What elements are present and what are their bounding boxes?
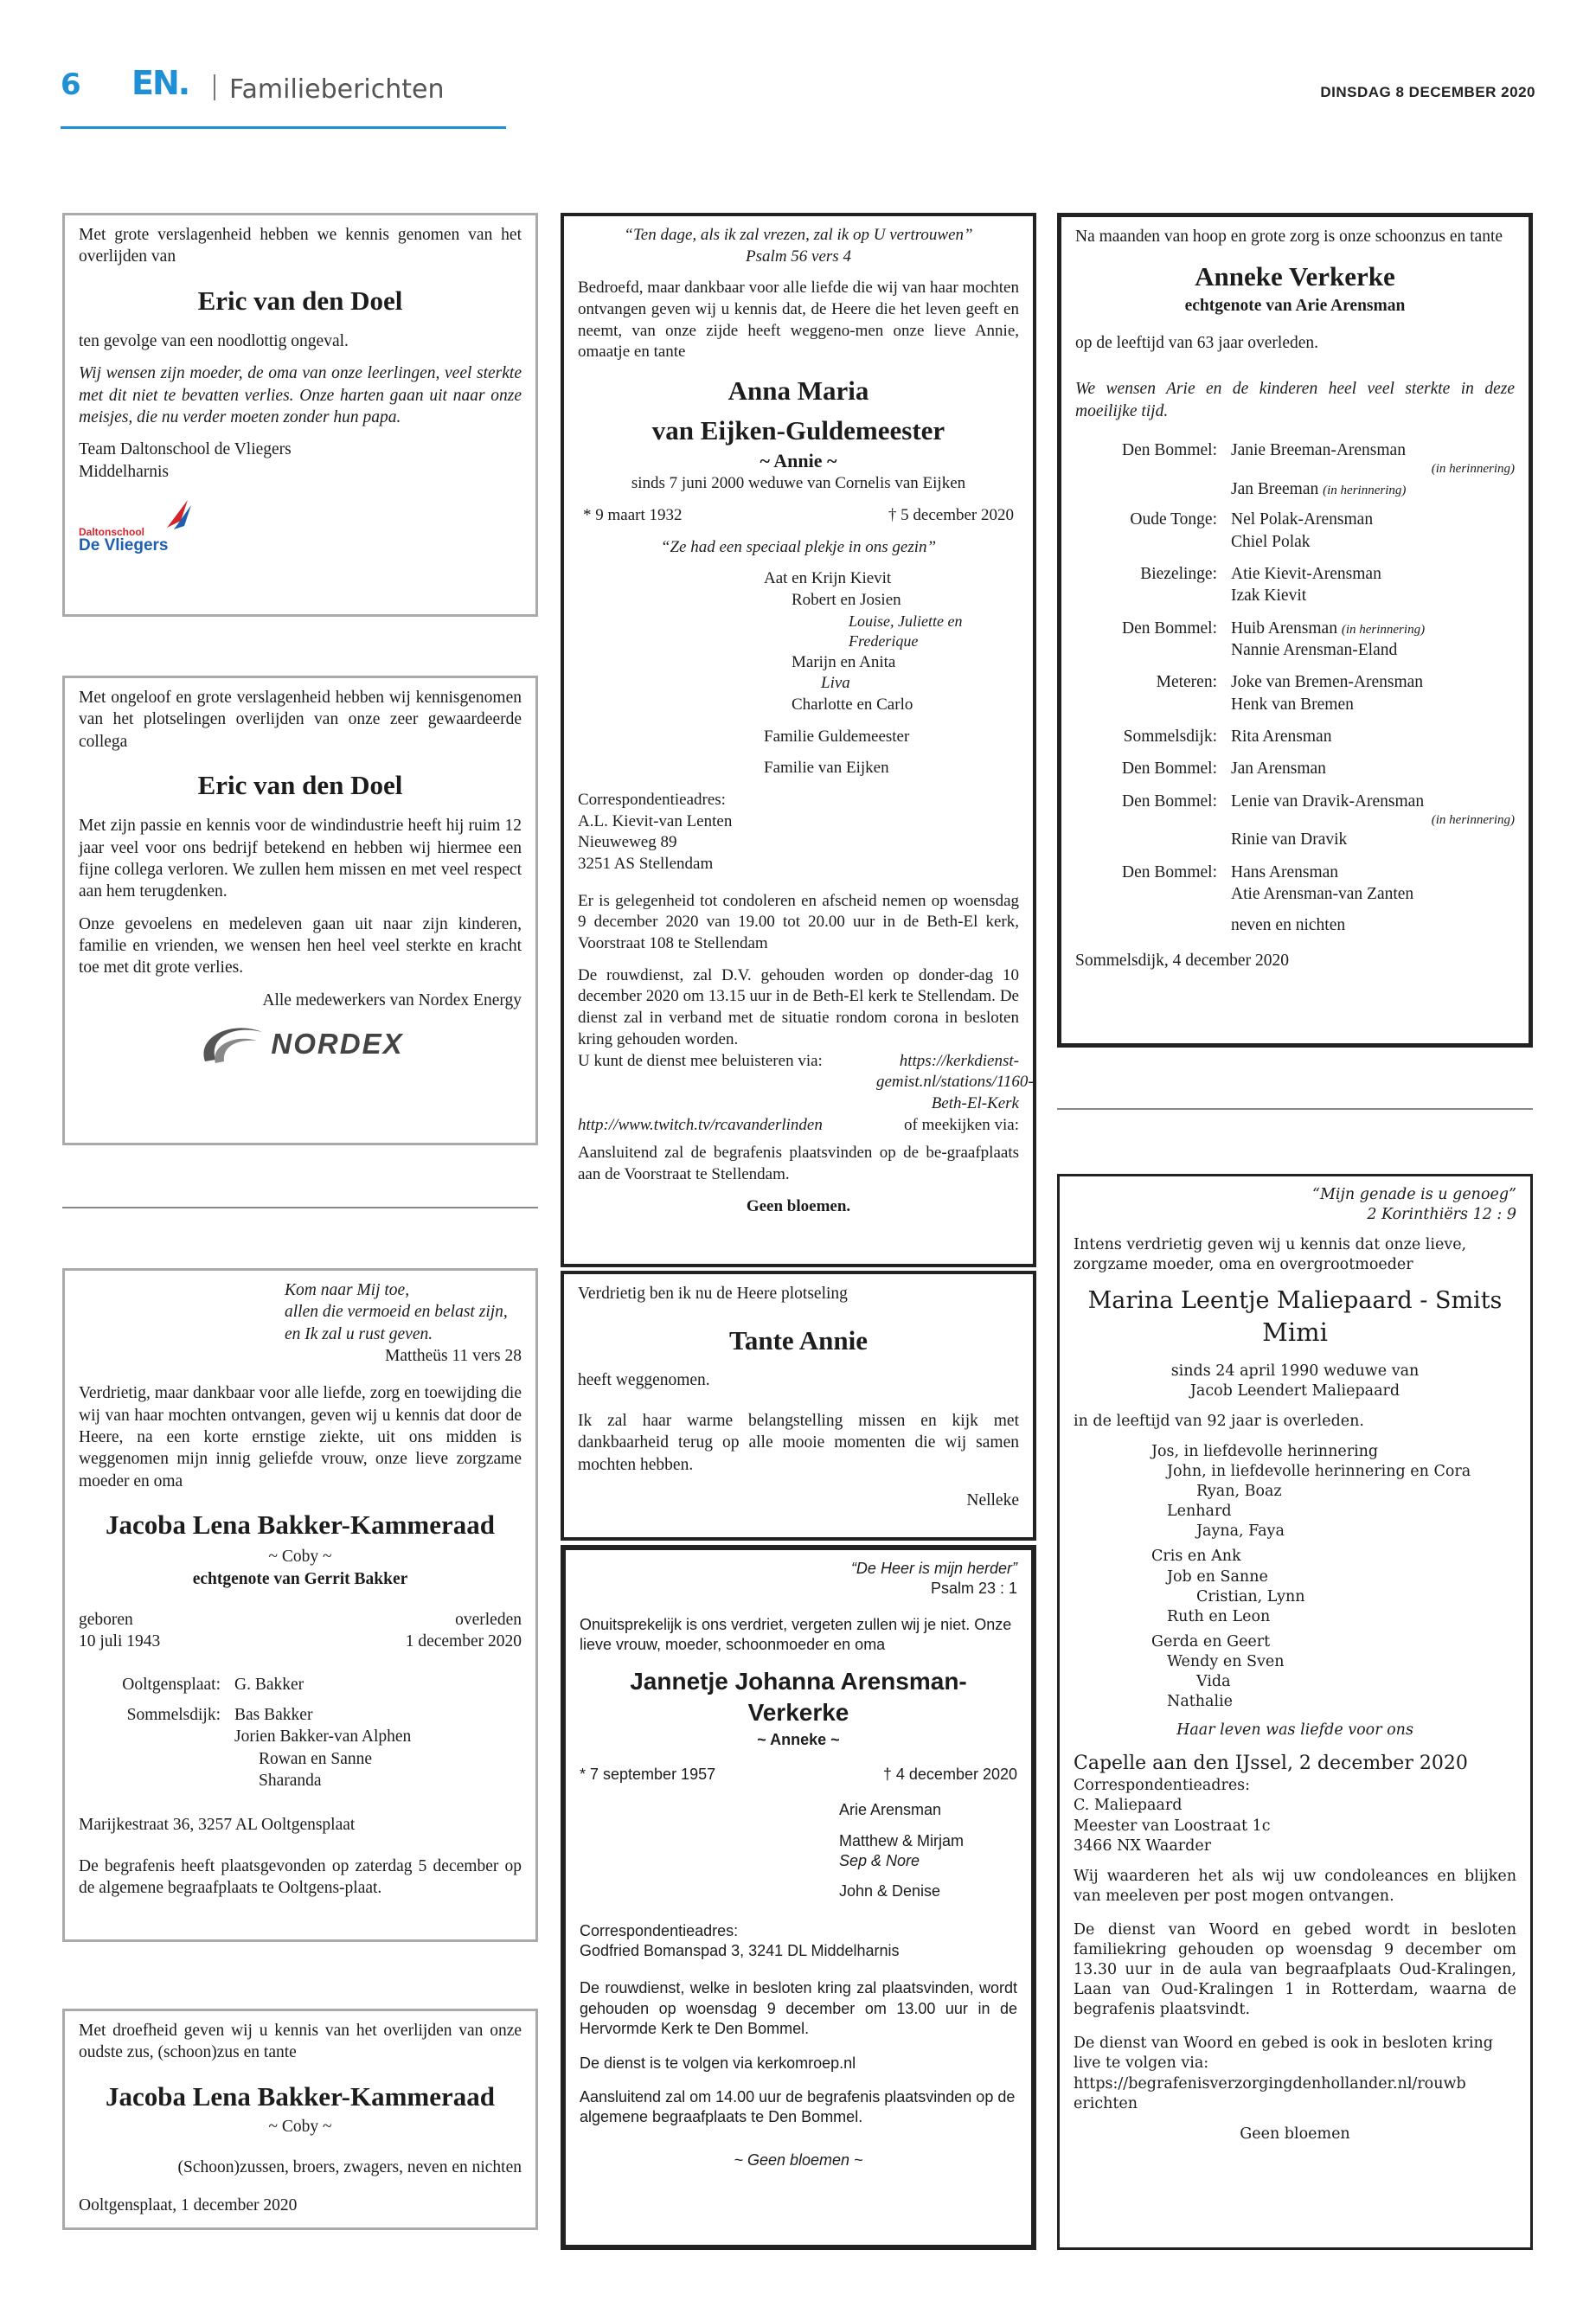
born-label: geboren <box>79 1611 133 1630</box>
verse-line: en Ik zal u rust geven. <box>285 1324 433 1343</box>
family-row <box>1075 862 1515 936</box>
sender: Alle medewerkers van Nordex Energy <box>262 990 522 1009</box>
family-name: Arie Arensman <box>839 1801 942 1819</box>
family-row <box>1075 758 1515 779</box>
intro-text: Intens verdrietig geven wij u kennis dat onze lieve, zorgzame moeder, oma en overgrootmoeder <box>1074 1236 1467 1274</box>
stream-text: De dienst is te volgen via kerkomroep.nl <box>580 2054 856 2072</box>
deceased-name: Eric van den Doel <box>197 285 403 316</box>
family-list <box>1075 439 1515 936</box>
section-title: Familieberichten <box>229 74 445 105</box>
family-name: Bas Bakker <box>234 1706 313 1725</box>
family-name: Cristian, Lynn <box>1196 1587 1305 1606</box>
motto: “Ze had een speciaal plekje in ons gezin” <box>660 537 937 556</box>
verse-block <box>580 1559 1017 2170</box>
verse-reference: Mattheüs 11 vers 28 <box>385 1347 522 1366</box>
family-name: Jorien Bakker-van Alphen <box>234 1727 412 1747</box>
born-date: * 7 september 1957 <box>580 1765 716 1783</box>
family-name: Louise, Juliette en Frederique <box>849 612 963 651</box>
verse-reference: Psalm 56 vers 4 <box>746 247 851 266</box>
obituary-daltonschool <box>62 213 538 617</box>
family-place: Biezelinge: <box>1140 564 1217 583</box>
family-list <box>1151 1442 1516 1712</box>
family-name: G. Bakker <box>234 1675 304 1694</box>
family-place: Den Bommel: <box>1122 619 1217 638</box>
no-flowers: Geen bloemen. <box>746 1196 851 1215</box>
intro-text: Na maanden van hoop en grote zorg is onze schoonzus en tante <box>1075 228 1503 246</box>
family-list <box>764 568 1019 779</box>
memorial-note: (in herinnering) <box>1431 462 1515 477</box>
condolence-text: Er is gelegenheid tot condoleren en afscheid nemen op woensdag 9 december 2020 van 19.00 tot 20.00 uur in de Beth-El kerk, Voorstraat 108 te Stellendam <box>578 891 1019 953</box>
column-rule <box>1057 1108 1533 1110</box>
died-date: 1 december 2020 <box>405 1632 522 1651</box>
address-line: A.L. Kievit-van Lenten <box>578 811 733 830</box>
family-name: Job en Sanne <box>1167 1567 1268 1586</box>
service-text: De dienst van Woord en gebed wordt in besloten familiekring gehouden op woensdag 9 december om 13.30 uur in de aula van begraafplaats Oud-Kralingen, Laan van Oud-Kralingen 1 in Rotterdam, waarna de begrafenis plaatsvindt. <box>1074 1920 1516 2019</box>
verse-line: allen die vermoeid en belast zijn, <box>285 1303 508 1322</box>
family-name: Izak Kievit <box>1231 586 1307 606</box>
brand-logo: EN. <box>131 64 189 102</box>
life-dates <box>580 1765 1017 1785</box>
family-place: Ooltgensplaat: <box>122 1675 221 1694</box>
stream-text: De dienst van Woord en gebed is ook in besloten kring live te volgen via: <box>1074 2035 1493 2073</box>
taken-text: heeft weggenomen. <box>578 1370 710 1389</box>
verse-reference: Psalm 23 : 1 <box>930 1580 1017 1598</box>
correspondence-label: Correspondentieadres: <box>1074 1777 1251 1795</box>
cause-text: ten gevolge van een noodlottig ongeval. <box>79 331 349 350</box>
widow-line: Jacob Leendert Maliepaard <box>1189 1381 1401 1400</box>
family-name: Atie Arensman-van Zanten <box>1231 885 1414 904</box>
sender: Team Daltonschool de Vliegers <box>79 440 292 459</box>
address: Marijkestraat 36, 3257 AL Ooltgensplaat <box>79 1816 356 1835</box>
issue-date: DINSDAG 8 DECEMBER 2020 <box>1320 84 1535 100</box>
nordex-wordmark: NORDEX <box>271 1027 404 1060</box>
born-date: 10 juli 1943 <box>79 1632 161 1651</box>
memorial-note: (in herinnering) <box>1341 622 1426 637</box>
funeral-text: De begrafenis heeft plaatsgevonden op zaterdag 5 december op de algemene begraafplaats te Ooltgens-plaat. <box>79 1856 522 1898</box>
family-row <box>79 1704 522 1791</box>
thanks-text: Wij waarderen het als wij uw condoleances en blijken van meeleven per post mogen ontvangen. <box>1074 1867 1516 1905</box>
intro-text: Met droefheid geven wij u kennis van het overlijden van onze oudste zus, (schoon)zus en tante <box>79 2022 522 2062</box>
family-name: Charlotte en Carlo <box>792 695 913 714</box>
family-name: John & Denise <box>839 1882 941 1900</box>
wish-text: Wij wensen zijn moeder, de oma van onze leerlingen, veel sterkte met dit niet te bevatten verlies. Onze harten gaan uit naar onze meisjes, die nu verder moeten zonder hun papa. <box>79 364 522 427</box>
family-name <box>1231 478 1515 500</box>
family-name: Aat en Krijn Kievit <box>764 569 892 588</box>
family-row <box>1075 671 1515 715</box>
deceased-name: Tante Annie <box>729 1325 868 1356</box>
correspondence-label: Correspondentieadres: <box>580 1921 739 1939</box>
logo-text-bottom: De Vliegers <box>79 536 169 555</box>
age-text: op de leeftijd van 63 jaar overleden. <box>1075 333 1319 352</box>
obituary-arensman-verkerke <box>561 1545 1036 2250</box>
family-place: Den Bommel: <box>1122 760 1217 779</box>
family-line: (Schoon)zussen, broers, zwagers, neven en nichten <box>177 2158 522 2177</box>
family-name: Rita Arensman <box>1231 727 1332 746</box>
family-name: Marijn en Anita <box>792 652 896 671</box>
obituary-bakker-siblings <box>62 2009 538 2230</box>
stream-link-2[interactable]: http://www.twitch.tv/rcavanderlinden <box>578 1115 823 1134</box>
life-dates <box>79 1609 522 1653</box>
family-place: Oude Tonge: <box>1130 510 1217 529</box>
stream-link[interactable]: https://begrafenisverzorgingdenhollander.nl/rouwberichten <box>1074 2074 1466 2112</box>
obituary-bakker-family <box>62 1268 538 1942</box>
deceased-name: Marina Leentje Maliepaard - Smits <box>1087 1287 1503 1315</box>
no-flowers: ~ Geen bloemen ~ <box>734 2150 863 2169</box>
deceased-name: Jannetje Johanna Arensman-Verkerke <box>630 1667 967 1726</box>
address-line: Meester van Loostraat 1c <box>1074 1817 1271 1835</box>
family-row <box>1075 439 1515 500</box>
deceased-name: Anna Maria <box>727 375 869 407</box>
column-rule <box>62 1207 538 1208</box>
bible-verse <box>285 1279 522 1345</box>
family-name: Lenhard <box>1167 1503 1232 1521</box>
widow-line: sinds 24 april 1990 weduwe van <box>1170 1362 1420 1380</box>
family-name: Liva <box>821 674 850 693</box>
nickname: ~ Coby ~ <box>268 2117 332 2136</box>
family-name: Matthew & Mirjam <box>839 1831 965 1849</box>
family-name: neven en nichten <box>1231 915 1346 934</box>
died-date: † 5 december 2020 <box>888 506 1014 524</box>
intro-text: Verdrietig ben ik nu de Heere plotseling <box>578 1285 848 1303</box>
verse-reference: 2 Korinthiërs 12 : 9 <box>1367 1206 1516 1224</box>
family-name: Robert en Josien <box>792 591 901 610</box>
correspondence-label: Correspondentieadres: <box>578 790 726 809</box>
family-name: Rinie van Dravik <box>1231 830 1348 849</box>
family-name-text: Jan Breeman <box>1231 479 1319 498</box>
stream-info <box>578 1051 1034 1115</box>
died-date: † 4 december 2020 <box>882 1765 1017 1783</box>
family-name: Sep & Nore <box>839 1851 920 1869</box>
intro-text: Verdrietig, maar dankbaar voor alle liefde, zorg en toewijding die wij van haar mochten ontvangen, geven wij u kennis dat door de Heere, na een korte ernstige ziekte, uit ons midden is weggenomen mijn innig geliefde vrouw, onze lieve zorgzame moeder en oma <box>79 1384 522 1490</box>
page-number: 6 <box>61 67 81 102</box>
family-place: Den Bommel: <box>1122 792 1217 811</box>
widow-line: sinds 7 juni 2000 weduwe van Cornelis van Eijken <box>631 474 966 493</box>
family-row <box>1075 509 1515 553</box>
family-name: John, in liefdevolle herinnering en Cora <box>1167 1463 1471 1481</box>
body-text: Ik zal haar warme belangstelling missen en kijk met dankbaarheid terug op alle mooie momenten die wij samen mochten hebben. <box>578 1411 1019 1474</box>
stream-text: of meekijken via: <box>904 1115 1019 1134</box>
stream-text: U kunt de dienst mee beluisteren via: <box>578 1051 823 1070</box>
family-name: Ryan, Boaz <box>1196 1483 1282 1501</box>
plane-icon <box>162 497 196 536</box>
family-name: Atie Kievit-Arensman <box>1231 564 1381 583</box>
family-place: Sommelsdijk: <box>126 1706 221 1725</box>
family-name: Jos, in liefdevolle herinnering <box>1151 1443 1379 1461</box>
family-place: Meteren: <box>1156 673 1217 692</box>
life-dates <box>578 505 1019 527</box>
bible-verse: “Mijn genade is u genoeg” <box>1312 1186 1516 1203</box>
family-place: Den Bommel: <box>1122 441 1217 460</box>
family-name: Familie van Eijken <box>764 759 889 778</box>
stream-info <box>578 1115 1019 1137</box>
family-row <box>79 1674 522 1695</box>
family-row <box>1075 726 1515 747</box>
family-place: Sommelsdijk: <box>1123 727 1217 746</box>
address-line: Nieuweweg 89 <box>578 833 677 852</box>
obituary-anneke-verkerke <box>1057 213 1533 1048</box>
family-name: Gerda en Geert <box>1151 1632 1271 1650</box>
verse-line: Kom naar Mij toe, <box>285 1281 410 1299</box>
nickname: Mimi <box>1262 1317 1328 1348</box>
deceased-name: Jacoba Lena Bakker-Kammeraad <box>105 1509 496 1541</box>
family-name: Ruth en Leon <box>1167 1607 1271 1625</box>
family-row <box>1075 791 1515 851</box>
place-date: Sommelsdijk, 4 december 2020 <box>1075 951 1289 970</box>
deceased-name: Anneke Verkerke <box>1195 261 1395 292</box>
age-text: in de leeftijd van 92 jaar is overleden. <box>1074 1412 1364 1430</box>
address-line: C. Maliepaard <box>1074 1797 1183 1815</box>
family-name: Sharanda <box>259 1772 322 1791</box>
family-name: Rowan en Sanne <box>259 1749 373 1768</box>
family-name: Vida <box>1196 1673 1231 1691</box>
memorial-note: (in herinnering) <box>1431 812 1515 827</box>
intro-text: Met ongeloof en grote verslagenheid hebben wij kennisgenomen van het plotselingen overlijden van onze zeer gewaardeerde collega <box>79 689 522 751</box>
family-name: Lenie van Dravik-Arensman <box>1231 792 1425 811</box>
family-list <box>839 1800 1017 1902</box>
family-name: Janie Breeman-Arensman <box>1231 441 1406 460</box>
obituary-tante-annie <box>561 1271 1036 1541</box>
header-divider <box>214 74 215 100</box>
service-text: De rouwdienst, zal D.V. gehouden worden op donder-dag 10 december 2020 om 13.15 uur in de Beth-El kerk te Stellendam. De dienst zal in verband met de situatie rondom corona in besloten kring gehouden worden. <box>578 965 1019 1048</box>
header-rule <box>61 126 506 129</box>
nordex-logo <box>79 1020 522 1068</box>
daltonschool-logo <box>79 497 522 554</box>
intro-text: Onuitsprekelijk is ons verdriet, vergeten zullen wij je niet. Onze lieve vrouw, moeder, schoonmoeder en oma <box>580 1615 1012 1654</box>
logo-text-top: Daltonschool <box>79 526 145 539</box>
page-header <box>61 61 1535 112</box>
obituary-maliepaard <box>1057 1174 1533 2250</box>
family-name: Jayna, Faya <box>1196 1522 1285 1541</box>
family-name: Hans Arensman <box>1231 862 1339 881</box>
family-place: Den Bommel: <box>1122 862 1217 881</box>
sender: Nelleke <box>966 1491 1019 1510</box>
body-text: Met zijn passie en kennis voor de windindustrie heeft hij ruim 12 jaar veel voor ons bedrijf betekend en hebben wij hiermee een fijne collega verloren. We zullen hem missen en met veel respect aan hem terugdenken. <box>79 817 522 901</box>
intro-text: Met grote verslagenheid hebben we kennis genomen van het overlijden van <box>79 226 522 266</box>
family-name: Jan Arensman <box>1231 760 1326 779</box>
no-flowers: Geen bloemen <box>1240 2125 1350 2143</box>
nordex-swoosh-icon <box>196 1020 266 1068</box>
family-name: Cris en Ank <box>1151 1548 1241 1566</box>
place-date: Capelle aan den IJssel, 2 december 2020 <box>1074 1753 1468 1775</box>
burial-text: Aansluitend zal om 14.00 uur de begrafenis plaatsvinden op de algemene begraafplaats te Den Bommel. <box>580 2088 1016 2126</box>
memorial-note: (in herinnering) <box>1323 483 1407 497</box>
nickname: ~ Anneke ~ <box>757 1731 840 1749</box>
bible-verse: “De Heer is mijn herder” <box>850 1560 1017 1577</box>
family-name: Chiel Polak <box>1231 532 1311 551</box>
family-name: Huib Arensman <box>1231 619 1337 638</box>
born-date: * 9 maart 1932 <box>583 506 683 524</box>
family-name: Henk van Bremen <box>1231 695 1354 714</box>
nickname: ~ Annie ~ <box>760 449 837 471</box>
address-line: Godfried Bomanspad 3, 3241 DL Middelharnis <box>580 1942 900 1960</box>
obituary-nordex <box>62 676 538 1145</box>
sender-place: Middelharnis <box>79 462 169 481</box>
obituary-van-eijken <box>561 213 1036 1267</box>
family-row <box>1075 563 1515 607</box>
bible-verse: “Ten dage, als ik zal vrezen, zal ik op U vertrouwen” <box>624 226 973 244</box>
address-line: 3466 NX Waarder <box>1074 1836 1212 1855</box>
nickname: ~ Coby ~ <box>268 1548 332 1567</box>
intro-text: Bedroefd, maar dankbaar voor alle liefde die wij van haar mochten ontvangen geven wij u kennis dat, de Heere die het leven geeft en neemt, van onze zijde heeft weggeno-men onze lieve Annie, omaatje en tante <box>578 279 1019 362</box>
spouse-line: echtgenote van Gerrit Bakker <box>192 1569 408 1588</box>
deceased-name: Eric van den Doel <box>197 770 403 801</box>
place-date: Ooltgensplaat, 1 december 2020 <box>79 2195 298 2214</box>
family-name: Nathalie <box>1167 1693 1234 1711</box>
family-name: Nel Polak-Arensman <box>1231 510 1374 529</box>
deceased-surname: van Eijken-Guldemeester <box>651 415 945 446</box>
burial-text: Aansluitend zal de begrafenis plaatsvinden op de be-graafplaats aan de Voorstraat te Stellendam. <box>578 1144 1019 1183</box>
family-name: Familie Guldemeester <box>764 727 910 746</box>
deceased-name: Jacoba Lena Bakker-Kammeraad <box>105 2080 496 2112</box>
family-name: Wendy en Sven <box>1167 1652 1285 1670</box>
family-name: Nannie Arensman-Eland <box>1231 640 1398 659</box>
family-name: Joke van Bremen-Arensman <box>1231 673 1424 692</box>
stream-link-1[interactable]: https://kerkdienst-gemist.nl/stations/1160-Beth-El-Kerk <box>876 1051 1034 1112</box>
family-row <box>1075 618 1515 662</box>
service-text: De rouwdienst, welke in besloten kring zal plaatsvinden, wordt gehouden op woensdag 9 december om 13.00 uur in de Hervormde Kerk te Den Bommel. <box>580 1979 1017 2038</box>
body-text: Onze gevoelens en medeleven gaan uit naar zijn kinderen, familie en vrienden, we wensen hen heel veel sterkte en kracht toe met dit grote verlies. <box>79 914 522 977</box>
died-label: overleden <box>455 1611 522 1630</box>
spouse-line: echtgenote van Arie Arensman <box>1184 296 1406 315</box>
motto: Haar leven was liefde voor ons <box>1176 1721 1413 1740</box>
address-line: 3251 AS Stellendam <box>578 855 714 874</box>
wish-text: We wensen Arie en de kinderen heel veel sterkte in deze moeilijke tijd. <box>1075 380 1515 420</box>
